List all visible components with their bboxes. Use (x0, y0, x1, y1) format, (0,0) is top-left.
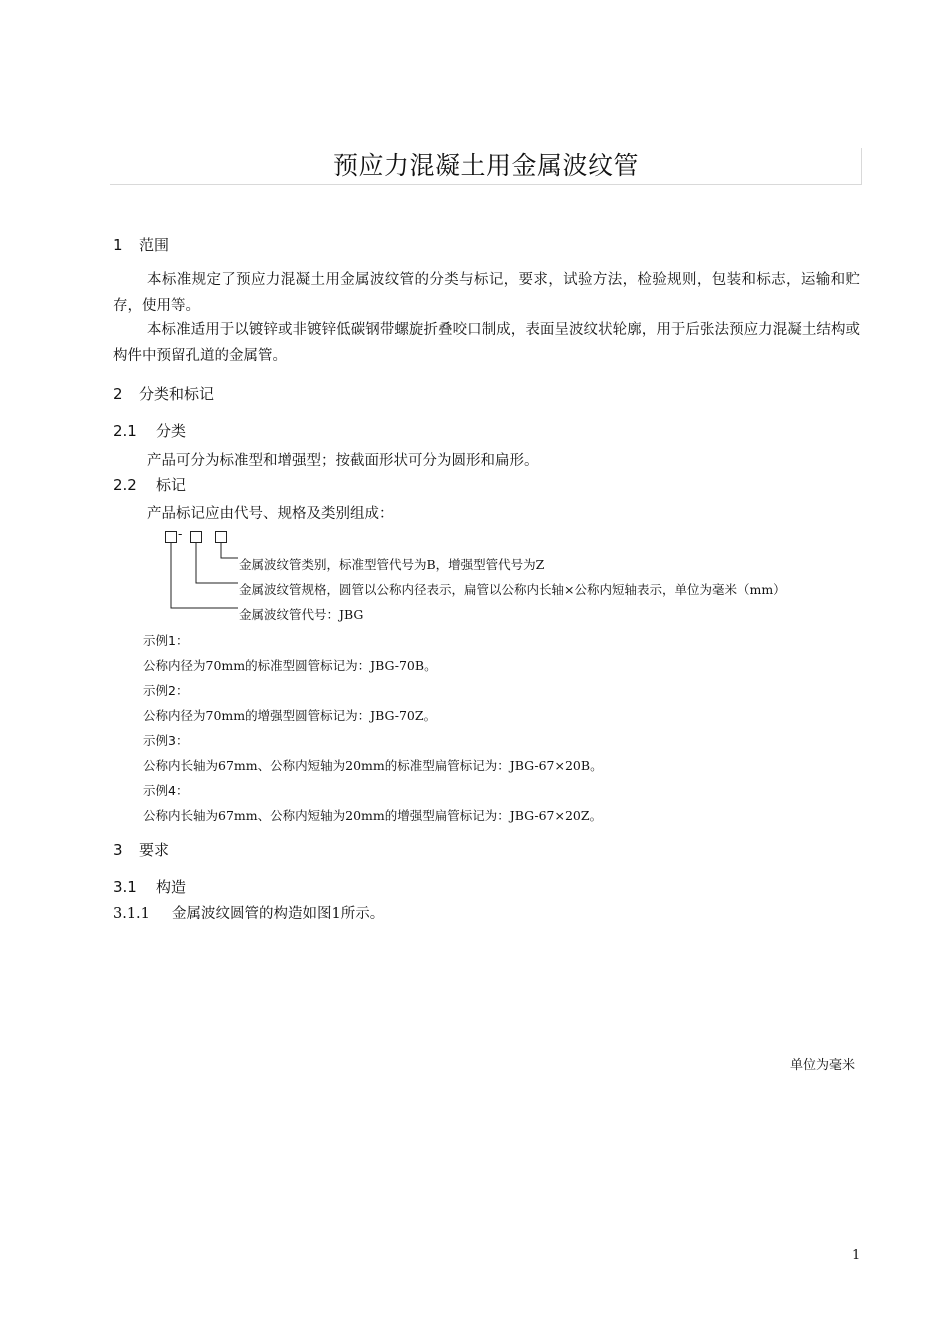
spec-description: 金属波纹管规格，圆管以公称内径表示，扁管以公称内长轴×公称内短轴表示，单位为毫米（mm） (239, 582, 786, 597)
section-title: 要求 (139, 841, 170, 859)
title-divider-tick (861, 148, 862, 185)
example-text: 公称内长轴为67mm、公称内短轴为20mm的标准型扁管标记为：JBG-67×20B。 (143, 758, 603, 773)
section-number: 2 (113, 385, 123, 403)
section-1-heading (113, 234, 169, 255)
clause-number: 3.1.1 (113, 906, 150, 922)
example-text: 公称内径为70mm的标准型圆管标记为：JBG-70B。 (143, 658, 437, 673)
code-description: 金属波纹管代号：JBG (239, 607, 364, 622)
section-number: 2.1 (113, 422, 137, 440)
section-title: 构造 (156, 878, 187, 896)
classification-text: 产品可分为标准型和增强型；按截面形状可分为圆形和扁形。 (147, 453, 539, 469)
section-3-heading (113, 839, 169, 860)
section-2-heading (113, 383, 214, 404)
marking-diagram (160, 528, 880, 628)
example-label: 示例1： (143, 633, 189, 648)
example-text: 公称内径为70mm的增强型圆管标记为：JBG-70Z。 (143, 708, 437, 723)
example-text: 公称内长轴为67mm、公称内短轴为20mm的增强型扁管标记为：JBG-67×20Z。 (143, 808, 603, 823)
page-number: 1 (852, 1248, 861, 1263)
section-2-2-heading (113, 474, 186, 495)
type-description: 金属波纹管类别，标准型管代号为B，增强型管代号为Z (239, 557, 545, 572)
page-title: 预应力混凝土用金属波纹管 (332, 151, 639, 180)
section-title: 分类 (156, 422, 187, 440)
section-number: 1 (113, 236, 123, 254)
marking-text: 产品标记应由代号、规格及类别组成： (147, 506, 394, 522)
section-3-1-heading (113, 876, 186, 897)
unit-note: 单位为毫米 (790, 1058, 856, 1073)
title-divider (110, 184, 862, 185)
section-number: 3.1 (113, 878, 137, 896)
section-title: 范围 (139, 236, 170, 254)
section-title: 分类和标记 (139, 385, 215, 403)
clause-text: 金属波纹圆管的构造如图1所示。 (172, 906, 385, 922)
section-2-1-heading (113, 420, 186, 441)
dash-separator: - (178, 527, 183, 542)
section-number: 2.2 (113, 476, 137, 494)
section-number: 3 (113, 841, 123, 859)
example-label: 示例2： (143, 683, 189, 698)
paragraph-scope-1: 本标准规定了预应力混凝土用金属波纹管的分类与标记，要求，试验方法，检验规则，包装和标志，运输和贮存，使用等。 (113, 272, 860, 314)
example-label: 示例4： (143, 783, 189, 798)
clause-3-1-1 (113, 902, 384, 923)
example-label: 示例3： (143, 733, 189, 748)
paragraph-scope-2: 本标准适用于以镀锌或非镀锌低碳钢带螺旋折叠咬口制成，表面呈波纹状轮廓，用于后张法预应力混凝土结构或构件中预留孔道的金属管。 (113, 322, 860, 364)
section-title: 标记 (156, 476, 187, 494)
